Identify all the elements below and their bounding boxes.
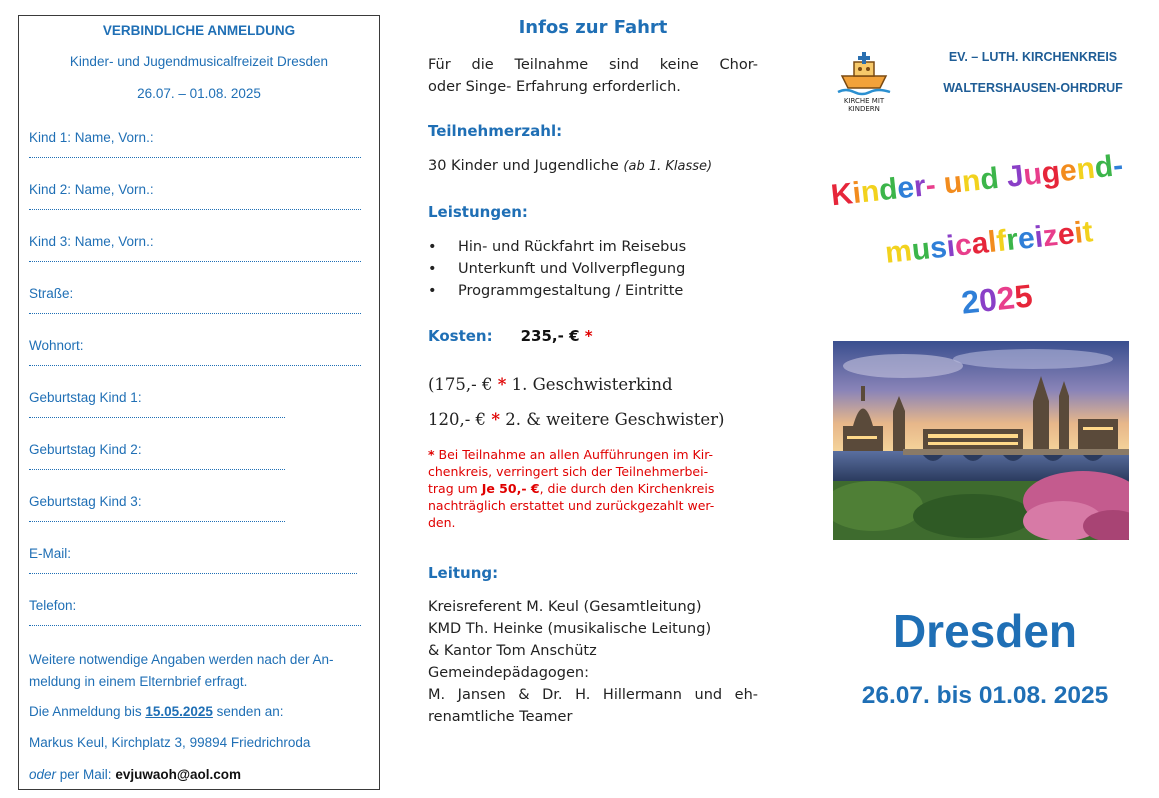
- participants-count: 30 Kinder und Jugendliche: [428, 158, 619, 174]
- costs-label: Kosten:: [428, 327, 493, 345]
- intro-text: [428, 54, 758, 98]
- discount-amount: Je 50,- €: [481, 481, 540, 496]
- field-dotted-line: [29, 157, 361, 158]
- sibling-label: 1. Geschwisterkind: [511, 375, 673, 394]
- field-child3-name[interactable]: [29, 234, 361, 262]
- footnote-star: *: [491, 410, 500, 429]
- mail-prefix: per Mail:: [56, 767, 116, 782]
- note-text: Bei Teilnahme an allen Aufführungen im Kir-: [438, 447, 714, 462]
- form-note-line: Weitere notwendige Angaben werden nach der An-: [29, 652, 334, 667]
- field-label: Kind 1: Name, Vorn.:: [29, 130, 154, 145]
- services-heading: Leistungen:: [428, 203, 528, 221]
- field-city[interactable]: [29, 338, 361, 366]
- info-title: Infos zur Fahrt: [518, 17, 668, 38]
- field-email[interactable]: [29, 546, 357, 574]
- field-label: Geburtstag Kind 3:: [29, 494, 142, 509]
- field-label: Kind 3: Name, Vorn.:: [29, 234, 154, 249]
- list-item: • Hin- und Rückfahrt im Reisebus: [428, 236, 758, 258]
- field-dotted-line: [29, 573, 357, 574]
- field-label: Kind 2: Name, Vorn.:: [29, 182, 154, 197]
- rainbow-title-group: [829, 150, 1124, 321]
- form-title: VERBINDLICHE ANMELDUNG: [102, 23, 296, 38]
- field-phone[interactable]: [29, 598, 361, 626]
- sibling-label: 2. & weitere Geschwister): [505, 410, 725, 429]
- costs-line: [428, 327, 758, 345]
- field-dotted-line: [29, 417, 285, 418]
- send-suffix: senden an:: [212, 704, 284, 719]
- note-text: trag um: [428, 481, 478, 496]
- form-note-line: meldung in einem Elternbrief erfragt.: [29, 674, 248, 689]
- destination-city: Dresden: [892, 605, 1078, 657]
- contact-email[interactable]: evjuwaoh@aol.com: [115, 767, 242, 782]
- leitung-line: Gemeindepädagogen:: [428, 665, 590, 681]
- field-label: Straße:: [29, 286, 74, 301]
- note-line: [428, 446, 758, 463]
- note-line: nachträglich erstattet und zurückgezahlt wer-: [428, 498, 715, 513]
- sibling-price: (175,- €: [428, 375, 493, 394]
- field-birthday-child1[interactable]: [29, 390, 285, 418]
- costs-value: 235,- €: [520, 327, 580, 345]
- intro-line: oder Singe- Erfahrung erforderlich.: [428, 79, 681, 95]
- note-line: [428, 480, 758, 497]
- leitung-heading: Leitung:: [428, 564, 499, 582]
- logo-text: KIRCHE MIT: [843, 97, 885, 105]
- mail-line: [29, 764, 369, 786]
- leitung-line: KMD Th. Heinke (musikalische Leitung): [428, 621, 712, 637]
- deadline-date: 15.05.2025: [145, 704, 213, 719]
- field-dotted-line: [29, 313, 361, 314]
- leitung-line: & Kantor Tom Anschütz: [428, 643, 597, 659]
- rainbow-title: [800, 150, 1156, 330]
- field-dotted-line: [29, 365, 361, 366]
- org-name-line2: WALTERSHAUSEN-OHRDRUF: [943, 81, 1123, 95]
- registration-form: [18, 15, 380, 790]
- form-dates: 26.07. – 01.08. 2025: [137, 86, 261, 101]
- field-child2-name[interactable]: [29, 182, 361, 210]
- form-subtitle: Kinder- und Jugendmusicalfreizeit Dresden: [69, 54, 329, 69]
- participants-heading: Teilnehmerzahl:: [428, 122, 563, 140]
- dresden-photo-illustration: [833, 341, 1129, 540]
- form-note: [29, 649, 369, 693]
- note-line: chenkreis, verringert sich der Teilnehmerbei-: [428, 464, 709, 479]
- field-dotted-line: [29, 625, 361, 626]
- field-label: Geburtstag Kind 1:: [29, 390, 142, 405]
- rainbow-title-line: Kinder- und Jugend-: [829, 150, 1125, 213]
- field-label: Wohnort:: [29, 338, 84, 353]
- note-text: , die durch den Kirchenkreis: [539, 481, 715, 496]
- sibling-price-1: [428, 375, 758, 394]
- postal-address: Markus Keul, Kirchplatz 3, 99894 Friedrichroda: [29, 735, 311, 750]
- leitung-line: M. Jansen & Dr. H. Hillermann und eh-: [428, 687, 758, 703]
- field-birthday-child2[interactable]: [29, 442, 285, 470]
- participants-note: (ab 1. Klasse): [623, 159, 713, 174]
- field-dotted-line: [29, 521, 285, 522]
- footnote-star: *: [497, 375, 507, 394]
- church-kids-logo: [836, 48, 892, 112]
- field-birthday-child3[interactable]: [29, 494, 285, 522]
- logo-text: KINDERN: [848, 105, 880, 112]
- leitung-line: renamtliche Teamer: [428, 709, 573, 725]
- field-child1-name[interactable]: [29, 130, 361, 158]
- rainbow-title-svg: [800, 150, 1156, 330]
- field-dotted-line: [29, 261, 361, 262]
- footnote-star: *: [428, 447, 435, 462]
- field-label: Telefon:: [29, 598, 77, 613]
- rainbow-title-line: musicalfreizeit: [883, 215, 1095, 270]
- rainbow-title-line: 2025: [959, 277, 1035, 321]
- org-name-line1: EV. – LUTH. KIRCHENKREIS: [948, 50, 1118, 64]
- field-dotted-line: [29, 469, 285, 470]
- field-street[interactable]: [29, 286, 361, 314]
- field-dotted-line: [29, 209, 361, 210]
- dresden-skyline-photo: [833, 341, 1129, 540]
- services-list: [428, 236, 758, 302]
- trip-dates: 26.07. bis 01.08. 2025: [861, 682, 1109, 709]
- sibling-price-2: [428, 410, 758, 429]
- discount-note: [428, 446, 758, 531]
- ark-icon: [836, 48, 892, 112]
- sibling-price: 120,- €: [428, 410, 487, 429]
- send-prefix: Die Anmeldung bis: [29, 704, 146, 719]
- footnote-star: *: [584, 327, 593, 345]
- intro-line: Für die Teilnahme sind keine Chor-: [428, 57, 758, 73]
- leitung-line: Kreisreferent M. Keul (Gesamtleitung): [428, 599, 702, 615]
- field-label: E-Mail:: [29, 546, 72, 561]
- field-label: Geburtstag Kind 2:: [29, 442, 142, 457]
- note-line: den.: [428, 515, 456, 530]
- leitung-list: [428, 596, 758, 728]
- participants-text: [428, 155, 758, 178]
- mail-or: oder: [29, 767, 57, 782]
- send-instructions: [29, 701, 369, 723]
- list-item: • Programmgestaltung / Eintritte: [428, 280, 758, 302]
- list-item: • Unterkunft und Vollverpflegung: [428, 258, 758, 280]
